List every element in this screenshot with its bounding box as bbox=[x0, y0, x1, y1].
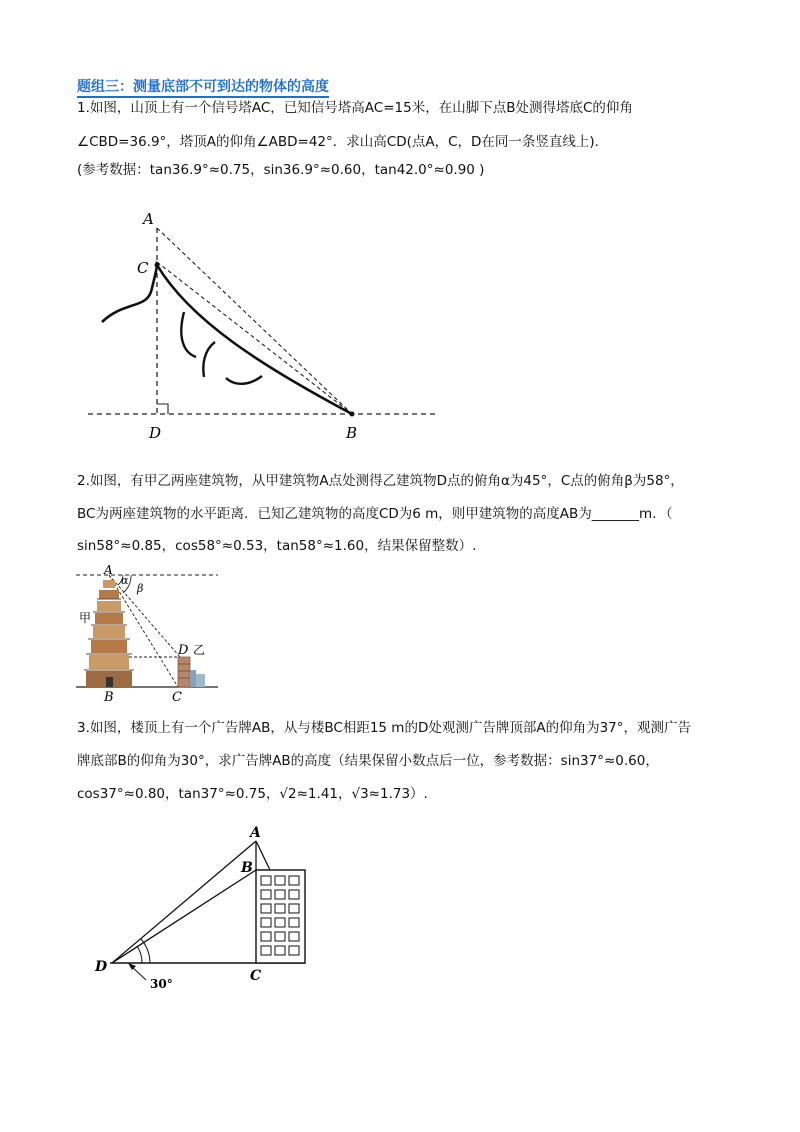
problem-3-line-3: cos37°≈0.80，tan37°≈0.75，√2≈1.41，√3≈1.73）. bbox=[77, 786, 428, 802]
label-yi: 乙 bbox=[193, 643, 206, 657]
problem-1-line-3: (参考数据：tan36.9°≈0.75，sin36.9°≈0.60，tan42.0°≈0.90 ) bbox=[77, 162, 485, 178]
label-B: B bbox=[104, 690, 114, 705]
label-C: C bbox=[137, 259, 149, 277]
problem-2-line-1: 2.如图，有甲乙两座建筑物，从甲建筑物A点处测得乙建筑物D点的俯角α为45°，C点的俯角β为58°， bbox=[77, 473, 684, 489]
problem-1-line-2: ∠CBD=36.9°，塔顶A的仰角∠ABD=42°．求山高CD(点A，C，D在同一条竖直线上). bbox=[77, 134, 599, 150]
label-C: C bbox=[250, 968, 262, 984]
label-A: A bbox=[104, 563, 113, 577]
label-B: B bbox=[346, 424, 358, 442]
problem-2-figure bbox=[74, 560, 224, 705]
problem-3-line-1: 3.如图，楼顶上有一个广告牌AB，从与楼BC相距15 m的D处观测广告牌顶部A的仰角为37°，观测广告 bbox=[77, 720, 692, 736]
label-beta: β bbox=[137, 582, 144, 595]
building-icon bbox=[178, 657, 205, 687]
building-icon bbox=[256, 870, 305, 963]
pagoda-icon bbox=[84, 580, 134, 687]
label-B: B bbox=[241, 860, 253, 876]
problem-1-line-1: 1.如图，山顶上有一个信号塔AC，已知信号塔高AC=15米，在山脚下点B处测得塔底C的仰角 bbox=[77, 100, 633, 116]
label-D: D bbox=[149, 424, 162, 442]
problem-1-figure bbox=[80, 205, 450, 445]
problem-2-line-3: sin58°≈0.85，cos58°≈0.53，tan58°≈1.60，结果保留整数）. bbox=[77, 538, 477, 554]
label-A: A bbox=[250, 825, 261, 841]
problem-3-line-2: 牌底部B的仰角为30°，求广告牌AB的高度（结果保留小数点后一位，参考数据：sin37°≈0.60， bbox=[77, 753, 659, 769]
label-jia: 甲 bbox=[79, 611, 92, 625]
label-C: C bbox=[172, 690, 182, 705]
label-A: A bbox=[143, 210, 154, 228]
section-title: 题组三：测量底部不可到达的物体的高度 bbox=[77, 78, 329, 98]
angle-label: 30° bbox=[150, 977, 173, 991]
problem-2-line-2: BC为两座建筑物的水平距离．已知乙建筑物的高度CD为6 m，则甲建筑物的高度AB为_______m．（ bbox=[77, 506, 673, 522]
label-alpha: α bbox=[121, 574, 129, 587]
label-D: D bbox=[95, 959, 108, 975]
problem-3-figure bbox=[90, 815, 320, 995]
label-D: D bbox=[178, 643, 189, 658]
